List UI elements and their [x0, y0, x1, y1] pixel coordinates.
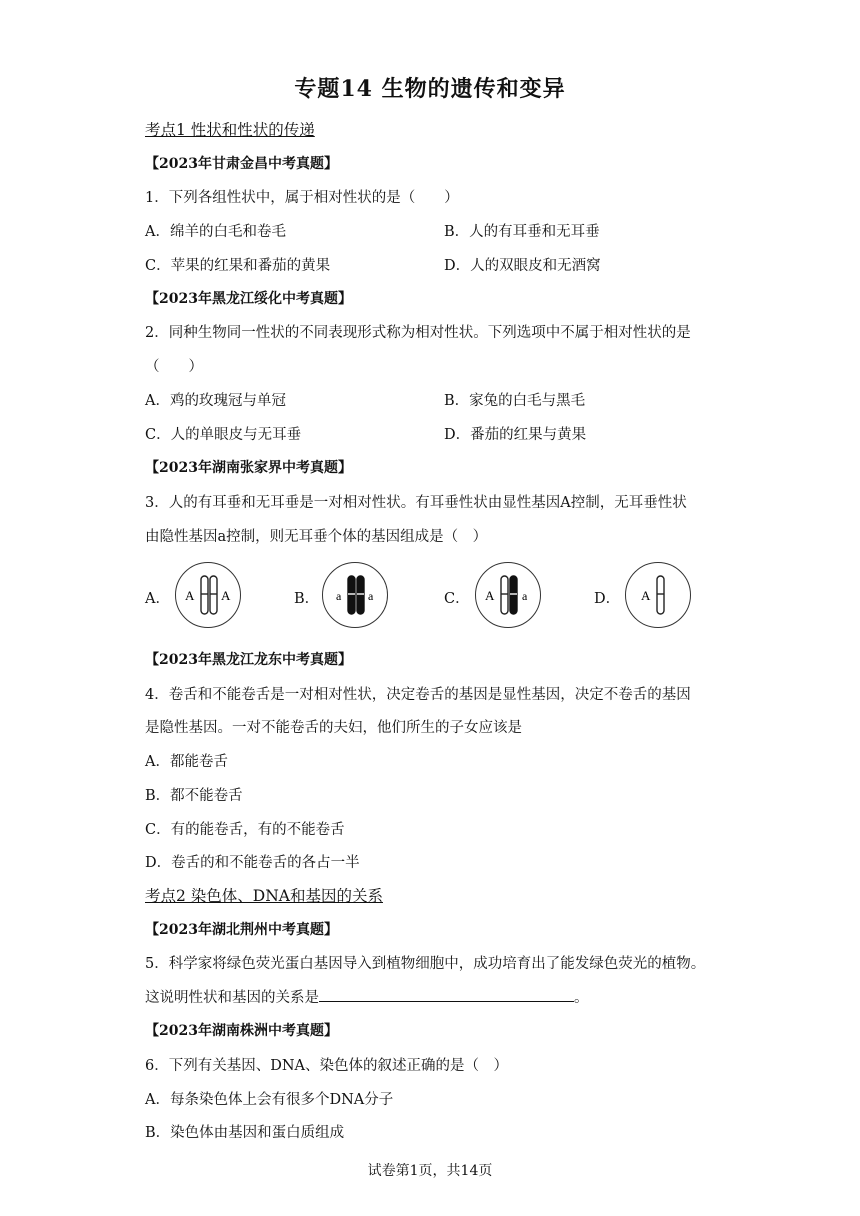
q3-option-a[interactable]: A．	[145, 591, 170, 607]
page-footer: 试卷第1页，共14页	[367, 1163, 493, 1179]
gene-label: A	[221, 588, 231, 603]
gene-label: a	[368, 589, 374, 603]
q3-option-d[interactable]: D．	[594, 591, 621, 607]
gene-label: A	[185, 588, 195, 603]
answer-blank[interactable]	[319, 987, 574, 1002]
q4-option-b[interactable]: B．都不能卷舌	[145, 788, 243, 804]
q2-stem-line2: （ ）	[145, 359, 203, 375]
q2-source: 【2023年黑龙江绥化中考真题】	[145, 291, 352, 307]
q5-stem-line2	[145, 986, 589, 1007]
q4-stem-line2: 是隐性基因。一对不能卷舌的夫妇，他们所生的子女应该是	[145, 720, 522, 736]
q3-diagram-a[interactable]	[175, 562, 241, 628]
q4-stem-line1: 4．卷舌和不能卷舌是一对相对性状，决定卷舌的基因是显性基因，决定不卷舌的基因	[145, 687, 691, 703]
q2-option-a[interactable]: A．鸡的玫瑰冠与单冠	[145, 393, 286, 409]
q6-option-a[interactable]: A．每条染色体上会有很多个DNA分子	[145, 1092, 394, 1108]
chromosome-pair-aa-icon	[323, 563, 389, 629]
section-heading-2: 考点2 染色体、DNA和基因的关系	[145, 887, 383, 905]
q1-option-c[interactable]: C．苹果的红果和番茄的黄果	[145, 258, 331, 274]
gene-label: a	[522, 589, 528, 603]
q2-option-b[interactable]: B．家兔的白毛与黑毛	[444, 393, 586, 409]
q3-option-c[interactable]: C．	[444, 591, 470, 607]
q1-option-d[interactable]: D．人的双眼皮和无酒窝	[444, 258, 601, 274]
section-heading-1: 考点1 性状和性状的传递	[145, 121, 315, 139]
q4-source: 【2023年黑龙江龙东中考真题】	[145, 652, 352, 668]
q3-diagram-c[interactable]	[475, 562, 541, 628]
q5-source: 【2023年湖北荆州中考真题】	[145, 922, 338, 938]
q2-option-c[interactable]: C．人的单眼皮与无耳垂	[145, 427, 302, 443]
q6-stem: 6．下列有关基因、DNA、染色体的叙述正确的是（ ）	[145, 1058, 509, 1074]
chromosome-pair-AA-icon	[176, 563, 242, 629]
q1-option-b[interactable]: B．人的有耳垂和无耳垂	[444, 224, 600, 240]
q4-option-c[interactable]: C．有的能卷舌，有的不能卷舌	[145, 822, 345, 838]
q6-source: 【2023年湖南株洲中考真题】	[145, 1023, 338, 1039]
single-chromosome-A-icon	[626, 563, 692, 629]
q2-stem-line1: 2．同种生物同一性状的不同表现形式称为相对性状。下列选项中不属于相对性状的是	[145, 325, 691, 341]
q5-stem-line1: 5．科学家将绿色荧光蛋白基因导入到植物细胞中，成功培育出了能发绿色荧光的植物。	[145, 956, 706, 972]
q3-source: 【2023年湖南张家界中考真题】	[145, 460, 352, 476]
q4-option-a[interactable]: A．都能卷舌	[145, 754, 228, 770]
q1-option-a[interactable]: A．绵羊的白毛和卷毛	[145, 224, 286, 240]
q5-stem-prefix: 这说明性状和基因的关系是	[145, 990, 319, 1006]
q4-option-d[interactable]: D．卷舌的和不能卷舌的各占一半	[145, 855, 360, 871]
q3-diagram-d[interactable]	[625, 562, 691, 628]
q2-option-d[interactable]: D．番茄的红果与黄果	[444, 427, 587, 443]
gene-label: A	[641, 588, 651, 603]
q1-stem: 1．下列各组性状中，属于相对性状的是（ ）	[145, 190, 459, 206]
gene-label: a	[336, 589, 342, 603]
q5-stem-suffix: 。	[574, 990, 589, 1006]
q3-diagram-b[interactable]	[322, 562, 388, 628]
chromosome-pair-Aa-icon	[476, 563, 542, 629]
page-title: 专题14 生物的遗传和变异	[294, 76, 566, 102]
q6-option-b[interactable]: B．染色体由基因和蛋白质组成	[145, 1125, 345, 1141]
q3-stem-line2: 由隐性基因a控制，则无耳垂个体的基因组成是（ ）	[145, 529, 488, 545]
q1-source: 【2023年甘肃金昌中考真题】	[145, 156, 338, 172]
q3-stem-line1: 3．人的有耳垂和无耳垂是一对相对性状。有耳垂性状由显性基因A控制，无耳垂性状	[145, 495, 687, 511]
gene-label: A	[485, 588, 495, 603]
q3-option-b[interactable]: B．	[294, 591, 320, 607]
